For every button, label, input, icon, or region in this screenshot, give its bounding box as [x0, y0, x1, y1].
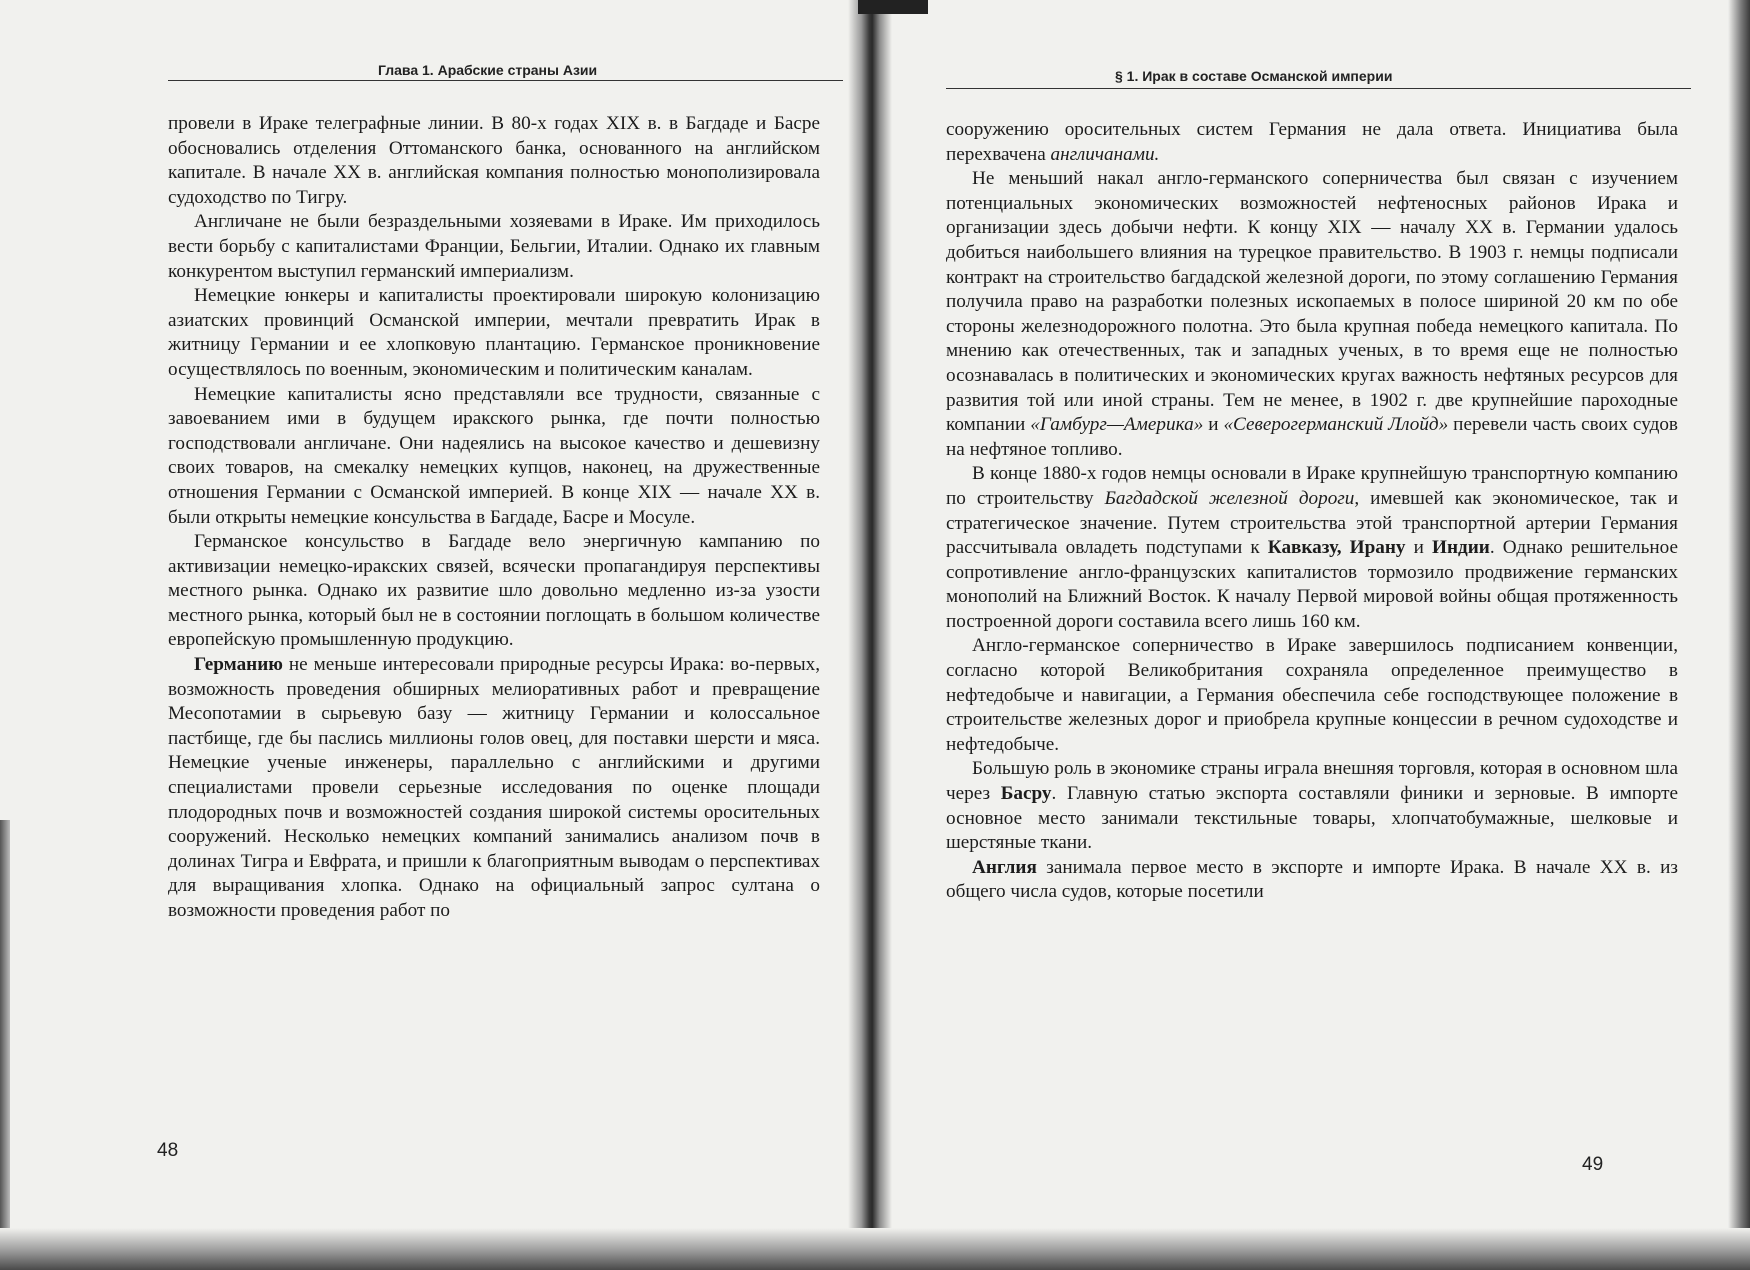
right-page-text [946, 118, 1678, 905]
bold-term: Индии [1432, 537, 1490, 559]
paragraph [168, 383, 820, 531]
paragraph [946, 118, 1678, 167]
italic-term: Багдадской железной дороги [1104, 487, 1355, 509]
text-run: Немецкие юнкеры и капиталисты проектировали широкую колонизацию азиатских провинций Османской империи, мечтали превратить Ирак в житницу Германии и ее хлопковую плантацию. Германское проникновение осуществлялось по военным, экономическим и политическим каналам. [168, 285, 820, 380]
paragraph [168, 210, 820, 284]
text-run: и [1405, 537, 1433, 559]
text-run: Немецкие капиталисты ясно представляли все трудности, связанные с завоеванием ими в будущем иракского рынка, где почти полностью господствовали англичане. Они надеялись на высокое качество и дешевизну своих товаров, на смекалку немецких купцов, наконец, на дружественные отношения Германии с Османской империей. В конце XIX — начале XX в. были открыты немецкие консульства в Багдаде, Басре и Мосуле. [168, 383, 820, 528]
bottom-edge-shadow [0, 1228, 1750, 1270]
italic-term: «Гамбург—Америка» [1030, 414, 1204, 436]
italic-term: англичанами. [1050, 143, 1160, 165]
text-run: Англо-германское соперничество в Ираке завершилось подписанием конвенции, согласно которой Великобритания сохраняла определенное преимущество в нефтедобыче и навигации, а Германия обеспечила себе господствующее положение в строительстве железных дорог и приобрела крупные концессии в речном судоходстве и нефтедобыче. [946, 635, 1678, 755]
page-number-left: 48 [157, 1140, 179, 1161]
paragraph [946, 757, 1678, 855]
text-run: занимала первое место в экспорте и импорте Ирака. В начале XX в. из общего числа судов, которые посетили [946, 856, 1678, 903]
left-page-text [168, 112, 820, 924]
text-run: не меньше интересовали природные ресурсы Ирака: во-первых, возможность проведения обширных мелиоративных работ и превращение Месопотамии в сырьевую базу — житницу Германии и колоссальное пастбище, где бы паслись миллионы голов овец, для поставки шерсти и мяса. Немецкие ученые инженеры, параллельно с английскими и другими специалистами провели серьезные исследования по оценке площади плодородных почв и возможностей создания широкой системы оросительных сооружений. Несколько немецких компаний занимались анализом почв в долинах Тигра и Евфрата, и пришли к благоприятным выводам о перспективах для выращивания хлопка. Однако на официальный запрос султана о возможности проведения работ по [168, 654, 820, 921]
text-run: . Однако решительное сопротивление англо-французских капиталистов тормозило продвижение германских монополий на Ближний Восток. К началу Первой мировой войны общая протяженность построенной дороги составила всего лишь 160 км. [946, 537, 1678, 632]
running-head-right: § 1. Ирак в составе Османской империи [1115, 68, 1393, 84]
text-run: перевели часть своих судов на нефтяное топливо. [946, 414, 1678, 460]
text-run: Не меньший накал англо-германского соперничества был связан с изучением потенциальных экономических возможностей нефтеносных районов Ирака и организации здесь добычи нефти. К концу XIX — началу XX в. Германии удалось добиться наибольшего влияния на турецкое правительство. В 1903 г. немцы подписали контракт на строительство багдадской железной дороги, по этому соглашению Германия получила право на разработки полезных ископаемых в полосе шириной 20 км по обе стороны железнодорожного полотна. Это была крупная победа немецкого капитала. По мнению как отечественных, так и западных ученых, в то время еще не полностью осознавалась в политических и экономических кругах важность нефтяных ресурсов для развития той или иной страны. Тем не менее, в 1902 г. две крупнейшие пароходные компании [946, 168, 1678, 436]
bold-term: Басру [1000, 783, 1052, 805]
italic-term: «Северогерманский Ллойд» [1223, 414, 1449, 436]
bold-term: Германию [194, 654, 283, 676]
book-gutter [848, 0, 892, 1270]
header-rule-left [168, 80, 843, 81]
left-page [0, 0, 860, 1270]
header-rule-right [946, 88, 1691, 89]
text-run: провели в Ираке телеграфные линии. В 80-х годах XIX в. в Багдаде и Басре обосновались отделения Оттоманского банка, основанного на английском капитале. В начале XX в. английская компания полностью монополизировала судоходство по Тигру. [168, 113, 820, 208]
paragraph [168, 653, 820, 924]
text-run: . Главную статью экспорта составляли финики и зерновые. В импорте основное место занимали текстильные товары, хлопчатобумажные, шелковые и шерстяные ткани. [946, 783, 1678, 854]
text-run: Англичане не были безраздельными хозяевами в Ираке. Им приходилось вести борьбу с капиталистами Франции, Бельгии, Италии. Однако их главным конкурентом выступил германский империализм. [168, 211, 820, 282]
text-run: и [1203, 414, 1224, 436]
text-run: Большую роль в экономике страны играла внешняя торговля, которая в основном шла через [946, 758, 1678, 805]
paragraph [946, 462, 1678, 634]
gutter-clip [858, 0, 928, 14]
paragraph [946, 856, 1678, 905]
paragraph [946, 167, 1678, 462]
text-run: В конце 1880-х годов немцы основали в Ираке крупнейшую транспортную компанию по строительству [946, 463, 1678, 509]
paragraph [168, 530, 820, 653]
bold-term: Кавказу, Ирану [1267, 537, 1406, 559]
left-edge-shadow [0, 820, 10, 1270]
text-run: сооружению оросительных систем Германия не дала ответа. Инициатива была перехвачена [946, 119, 1678, 165]
paragraph [168, 112, 820, 210]
right-page [880, 0, 1750, 1270]
page-number-right: 49 [1582, 1154, 1604, 1175]
paragraph [168, 284, 820, 382]
text-run: , имевшей как экономическое, так и стратегическое значение. Путем строительства этой транспортной артерии Германия рассчитывала овладеть подступами к [946, 487, 1678, 559]
paragraph [946, 634, 1678, 757]
bold-term: Англия [972, 856, 1037, 878]
right-edge-shadow [1728, 0, 1750, 1270]
running-head-left: Глава 1. Арабские страны Азии [378, 62, 598, 78]
text-run: Германское консульство в Багдаде вело энергичную кампанию по активизации немецко-иракских связей, всячески пропагандируя перспективы местного рынка. Однако их развитие шло довольно медленно из-за узости местного рынка, который был не в состоянии поглощать в большом количестве европейскую промышленную продукцию. [168, 531, 820, 651]
